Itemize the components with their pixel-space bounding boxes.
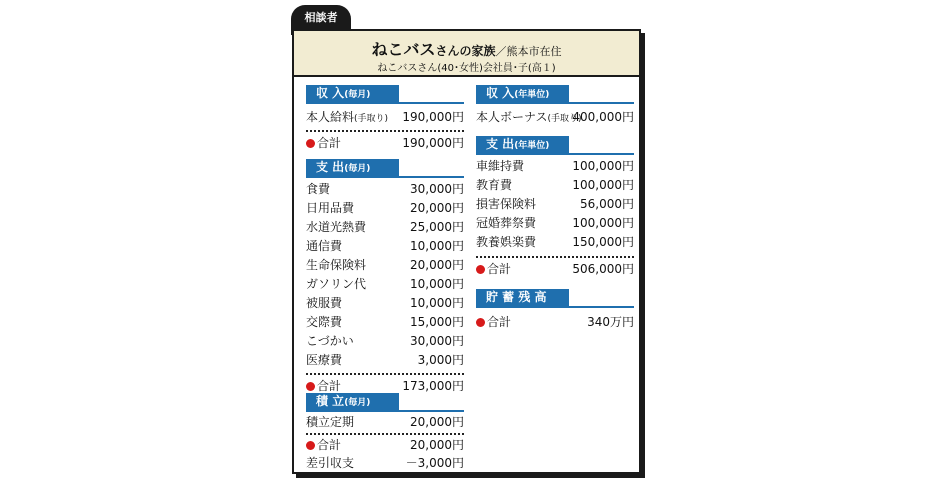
row-value: 20,000円 (410, 201, 464, 215)
row-label: 本人ボーナス(手取り) (476, 110, 582, 124)
row-label: 生命保険料 (306, 258, 367, 272)
expense-row (306, 351, 464, 369)
dotted-divider (306, 433, 464, 435)
expense-row (306, 199, 464, 217)
row-value: 15,000円 (410, 315, 464, 329)
row-label: こづかい (306, 334, 354, 348)
consultant-badge: 相談者 (291, 5, 351, 35)
section-tag: 収 入(年単位) (476, 85, 569, 102)
expense-row (306, 294, 464, 312)
family-honorific: さんの家族 (435, 44, 496, 58)
expense-row (476, 233, 634, 251)
row-value: 20,000円 (410, 438, 464, 452)
row-value: 340万円 (587, 315, 634, 329)
savings-balance-total-row (476, 313, 634, 331)
row-label: 合計 (476, 313, 511, 331)
row-label: 被服費 (306, 296, 343, 310)
row-label: 医療費 (306, 353, 343, 367)
row-label: 冠婚葬祭費 (476, 216, 537, 230)
section-tag: 積 立(毎月) (306, 393, 399, 410)
row-label: ガソリン代 (306, 277, 367, 291)
red-dot-icon (476, 318, 485, 327)
expense-row (306, 180, 464, 198)
row-label: 食費 (306, 182, 331, 196)
red-dot-icon (476, 265, 485, 274)
row-value: 190,000円 (402, 110, 464, 124)
family-location: ／熊本市在住 (495, 45, 562, 58)
row-label: 教育費 (476, 178, 513, 192)
red-dot-icon (306, 382, 315, 391)
row-value: 56,000円 (580, 197, 634, 211)
row-label: 合計 (476, 260, 511, 278)
income-row-bonus (476, 108, 634, 126)
row-value: 100,000円 (572, 159, 634, 173)
expense-row (306, 332, 464, 350)
dotted-divider (306, 373, 464, 375)
section-rule (306, 102, 464, 104)
section-tag: 支 出(年単位) (476, 136, 569, 153)
row-value: －3,000円 (405, 456, 464, 470)
left-column (306, 31, 464, 471)
section-rule (476, 102, 634, 104)
row-value: 150,000円 (572, 235, 634, 249)
row-label: 合計 (306, 377, 341, 395)
expense-row (476, 157, 634, 175)
section-rule (476, 306, 634, 308)
income-total-row (306, 134, 464, 152)
row-label: 水道光熱費 (306, 220, 367, 234)
section-tag: 支 出(毎月) (306, 159, 399, 176)
row-label: 通信費 (306, 239, 343, 253)
row-value: 10,000円 (410, 277, 464, 291)
row-label: 日用品費 (306, 201, 355, 215)
expense-row (306, 313, 464, 331)
row-label: 合計 (306, 436, 341, 454)
expense-row (306, 237, 464, 255)
dotted-divider (306, 130, 464, 132)
section-rule (306, 176, 464, 178)
family-members: ねこバスさん(40･女性)会社員･子(高１) (377, 63, 556, 74)
row-value: 20,000円 (410, 258, 464, 272)
savings-total-row (306, 436, 464, 454)
row-label: 本人給料(手取り) (306, 110, 389, 124)
row-label: 教養娯楽費 (476, 235, 537, 249)
savings-row (306, 413, 464, 431)
row-label: 車維持費 (476, 159, 525, 173)
row-value: 10,000円 (410, 296, 464, 310)
row-label: 差引収支 (306, 456, 355, 470)
income-row-salary (306, 108, 464, 126)
red-dot-icon (306, 139, 315, 148)
row-value: 30,000円 (410, 182, 464, 196)
row-label: 交際費 (306, 315, 343, 329)
row-value: 190,000円 (402, 136, 464, 150)
row-label: 損害保険料 (476, 197, 537, 211)
expense-row (476, 195, 634, 213)
row-value: 30,000円 (410, 334, 464, 348)
dotted-divider (476, 256, 634, 258)
household-budget-card (292, 29, 641, 474)
expense-row (306, 218, 464, 236)
section-tag: 収 入(毎月) (306, 85, 399, 102)
expense-row (476, 214, 634, 232)
expense-row (306, 275, 464, 293)
row-value: 10,000円 (410, 239, 464, 253)
section-rule (476, 153, 634, 155)
row-label: 積立定期 (306, 415, 355, 429)
row-value: 3,000円 (417, 353, 464, 367)
family-name: ねこバス (371, 40, 436, 59)
row-value: 506,000円 (572, 262, 634, 276)
expense-row (476, 176, 634, 194)
row-value: 100,000円 (572, 178, 634, 192)
section-tag: 貯 蓄 残 高 (476, 289, 569, 306)
row-value: 25,000円 (410, 220, 464, 234)
red-dot-icon (306, 441, 315, 450)
section-rule (306, 410, 464, 412)
row-value: 173,000円 (402, 379, 464, 393)
row-label: 合計 (306, 134, 341, 152)
right-column (476, 31, 634, 471)
annual-expense-total-row (476, 260, 634, 278)
row-value: 400,000円 (572, 110, 634, 124)
expense-row (306, 256, 464, 274)
row-value: 20,000円 (410, 415, 464, 429)
row-value: 100,000円 (572, 216, 634, 230)
balance-row (306, 454, 464, 472)
